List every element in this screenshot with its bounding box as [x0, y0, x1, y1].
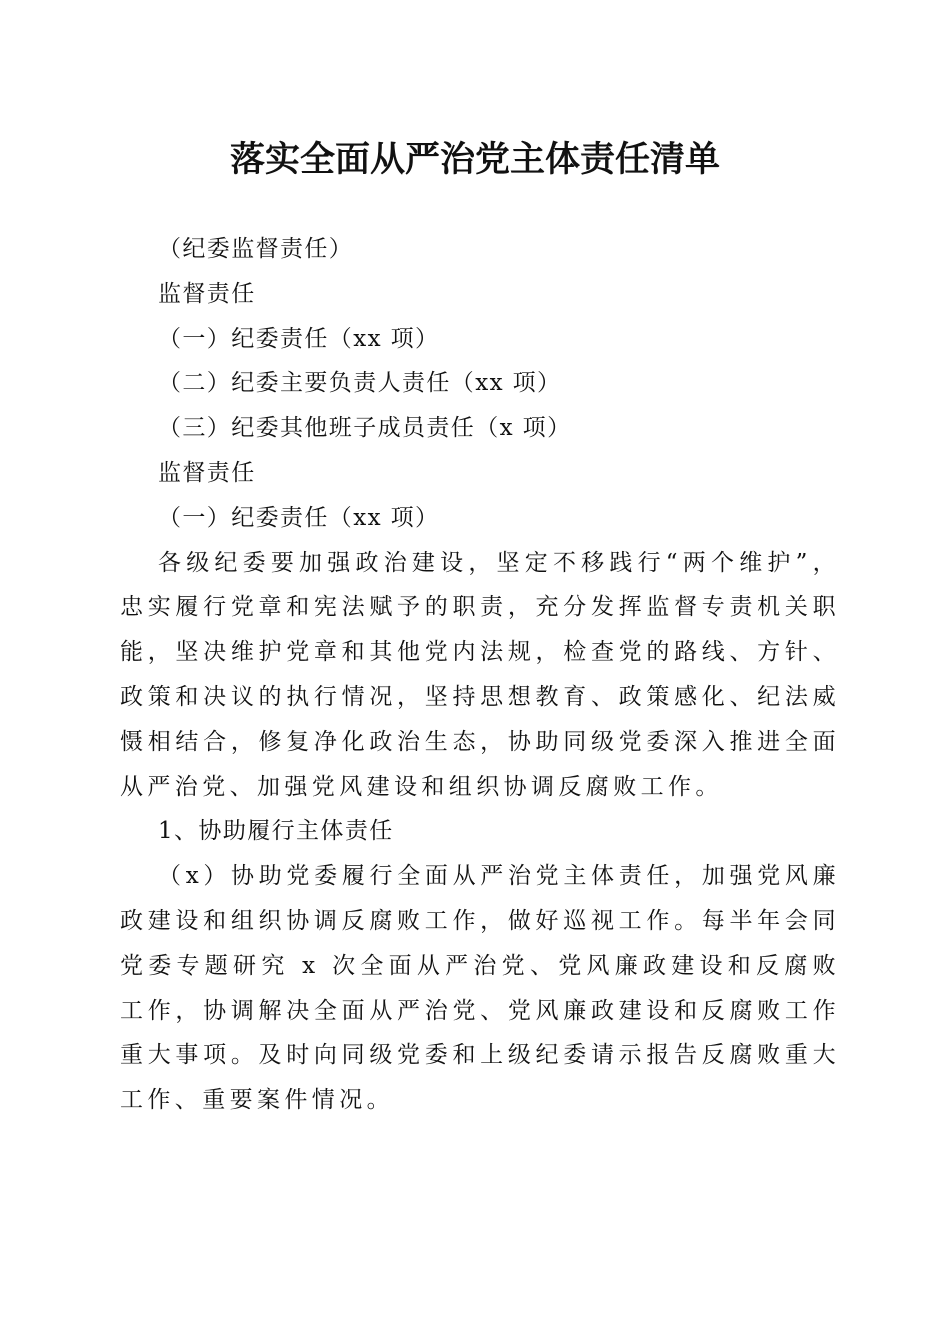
document-title: 落实全面从严治党主体责任清单: [229, 139, 720, 180]
list-item: （一）纪委责任（xx 项）: [158, 325, 440, 352]
heading-supervision-2: 监督责任: [158, 459, 256, 486]
paragraph-assist-party-committee: （x）协助党委履行全面从严治党主体责任，加强党风廉政建设和组织协调反腐败工作，做好巡视工作。每半年会同党委专题研究 x 次全面从严治党、党风廉政建设和反腐败工作，协调解决全面从严治党、党风廉政建设和反腐败工作重大事项。及时向同级党委和上级纪委请示报告反腐败重大工作、重要案件情况。: [120, 863, 840, 1114]
list-item: （二）纪委主要负责人责任（xx 项）: [158, 370, 562, 397]
list-item: （三）纪委其他班子成员责任（x 项）: [158, 415, 572, 442]
item-title: 1、协助履行主体责任: [158, 818, 394, 845]
paragraph-discipline-commission: 各级纪委要加强政治建设，坚定不移践行“两个维护”，忠实履行党章和宪法赋予的职责，充分发挥监督专责机关职能，坚决维护党章和其他党内法规，检查党的路线、方针、政策和决议的执行情况，坚持思想教育、政策感化、纪法威慑相结合，修复净化政治生态，协助同级党委深入推进全面从严治党、加强党风建设和组织协调反腐败工作。: [120, 549, 840, 800]
section-title: （一）纪委责任（xx 项）: [158, 504, 440, 531]
subtitle: （纪委监督责任）: [158, 236, 354, 262]
heading-supervision-1: 监督责任: [158, 280, 256, 307]
document-body: [120, 227, 840, 1123]
